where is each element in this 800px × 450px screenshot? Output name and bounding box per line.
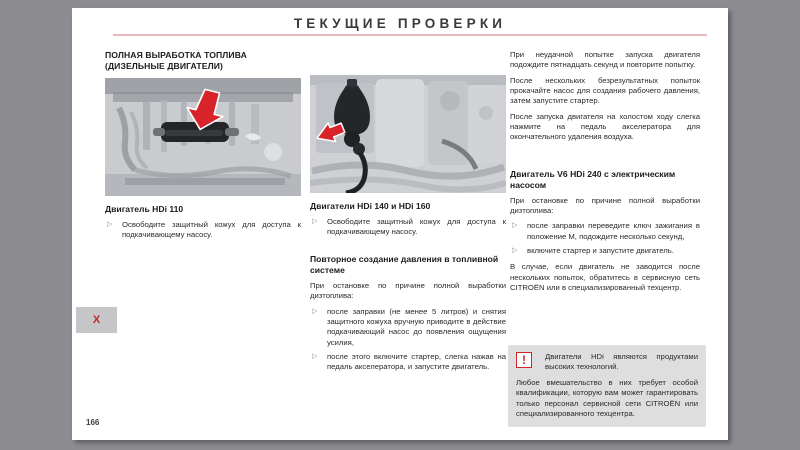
bullet-marker-icon: ▷ (107, 221, 113, 229)
pressure-section-heading: Повторное создание давления в топливной системе (310, 253, 499, 275)
list-item (310, 217, 506, 238)
engine-bay-photo-graphic (105, 78, 301, 196)
v6-section-heading: Двигатель V6 HDi 240 с электрическим насосом (510, 168, 676, 190)
right-paragraph-3: После запуска двигателя на холостом ходу слегка нажмите на педаль акселератора для окончательного удаления воздуха. (510, 111, 700, 142)
priming-pump-photo-graphic (310, 75, 506, 193)
list-item (510, 221, 700, 242)
pressure-steps-list (310, 307, 506, 373)
list-item-text: Освободите защитный кожух для доступа к подкачивающему насосу. (327, 217, 506, 237)
exclamation-icon: ! (516, 352, 532, 368)
middle-subsection-heading: Двигатели HDi 140 и HDi 160 (310, 201, 431, 211)
left-subsection-heading: Двигатель HDi 110 (105, 204, 184, 214)
right-paragraph-2: После нескольких безрезультатных попыток прокачайте насос для создания рабочего давления, затем запустите стартер. (510, 75, 700, 106)
close-button[interactable] (76, 307, 117, 333)
middle-bullet-list (310, 217, 506, 238)
middle-column (310, 50, 506, 379)
list-item (310, 307, 506, 348)
warning-box (508, 345, 706, 427)
engine-bay-photo (105, 78, 301, 196)
left-section-heading: ПОЛНАЯ ВЫРАБОТКА ТОПЛИВА (ДИЗЕЛЬНЫЕ ДВИГАТЕЛИ) (105, 50, 247, 71)
manual-page (72, 8, 728, 440)
bullet-marker-icon: ▷ (312, 353, 318, 361)
close-icon: X (92, 313, 101, 326)
warning-body-text: Любое вмешательство в них требует особой квалификации, которую вам может гарантировать только персонал сервисной сети CITROËN или специализированного техцентра. (516, 378, 698, 418)
list-item-text: после этого включите стартер, слегка нажав на педаль акселератора, и запустите двигатель. (327, 352, 506, 372)
warning-first-line-text: Двигатели HDi являются продуктами высоких технологий. (545, 352, 698, 372)
left-column (105, 50, 301, 247)
bullet-marker-icon: ▷ (312, 218, 318, 226)
bullet-marker-icon: ▷ (512, 222, 518, 230)
list-item-text: включите стартер и запустите двигатель. (527, 246, 674, 256)
v6-steps-list (510, 221, 700, 256)
right-column (510, 50, 700, 298)
bullet-marker-icon: ▷ (512, 247, 518, 255)
fuel-pump-shape (153, 122, 239, 142)
list-item (310, 352, 506, 373)
v6-closing-text: В случае, если двигатель не заводится после нескольких попыток, обратитесь в сервисную сеть CITROËN или в специализированный техцентр. (510, 262, 700, 293)
list-item-text: Освободите защитный кожух для доступа к подкачивающему насосу. (122, 220, 301, 240)
page-title: ТЕКУЩИЕ ПРОВЕРКИ (293, 16, 507, 31)
bullet-marker-icon: ▷ (312, 307, 318, 315)
page-number: 166 (86, 418, 100, 427)
list-item (510, 246, 700, 256)
warning-first-line (516, 352, 698, 374)
priming-pump-photo (310, 75, 506, 193)
title-underline-rule (113, 34, 707, 36)
right-paragraph-1: При неудачной попытке запуска двигателя подождите пятнадцать секунд и повторите попытку. (510, 50, 700, 70)
list-item (105, 220, 301, 241)
list-item-text: после заправки переведите ключ зажигания в положение M, подождите несколько секунд, (527, 221, 700, 241)
list-item-text: после заправки (не менее 5 литров) и снятия защитного кожуха вручную приводите в действие подкачивающий насос до появления ощущения усилия, (327, 306, 506, 347)
pressure-intro-text: При остановке по причине полной выработки дизтоплива: (310, 281, 506, 301)
v6-intro-text: При остановке по причине полной выработки дизтоплива: (510, 195, 700, 216)
left-bullet-list (105, 220, 301, 241)
